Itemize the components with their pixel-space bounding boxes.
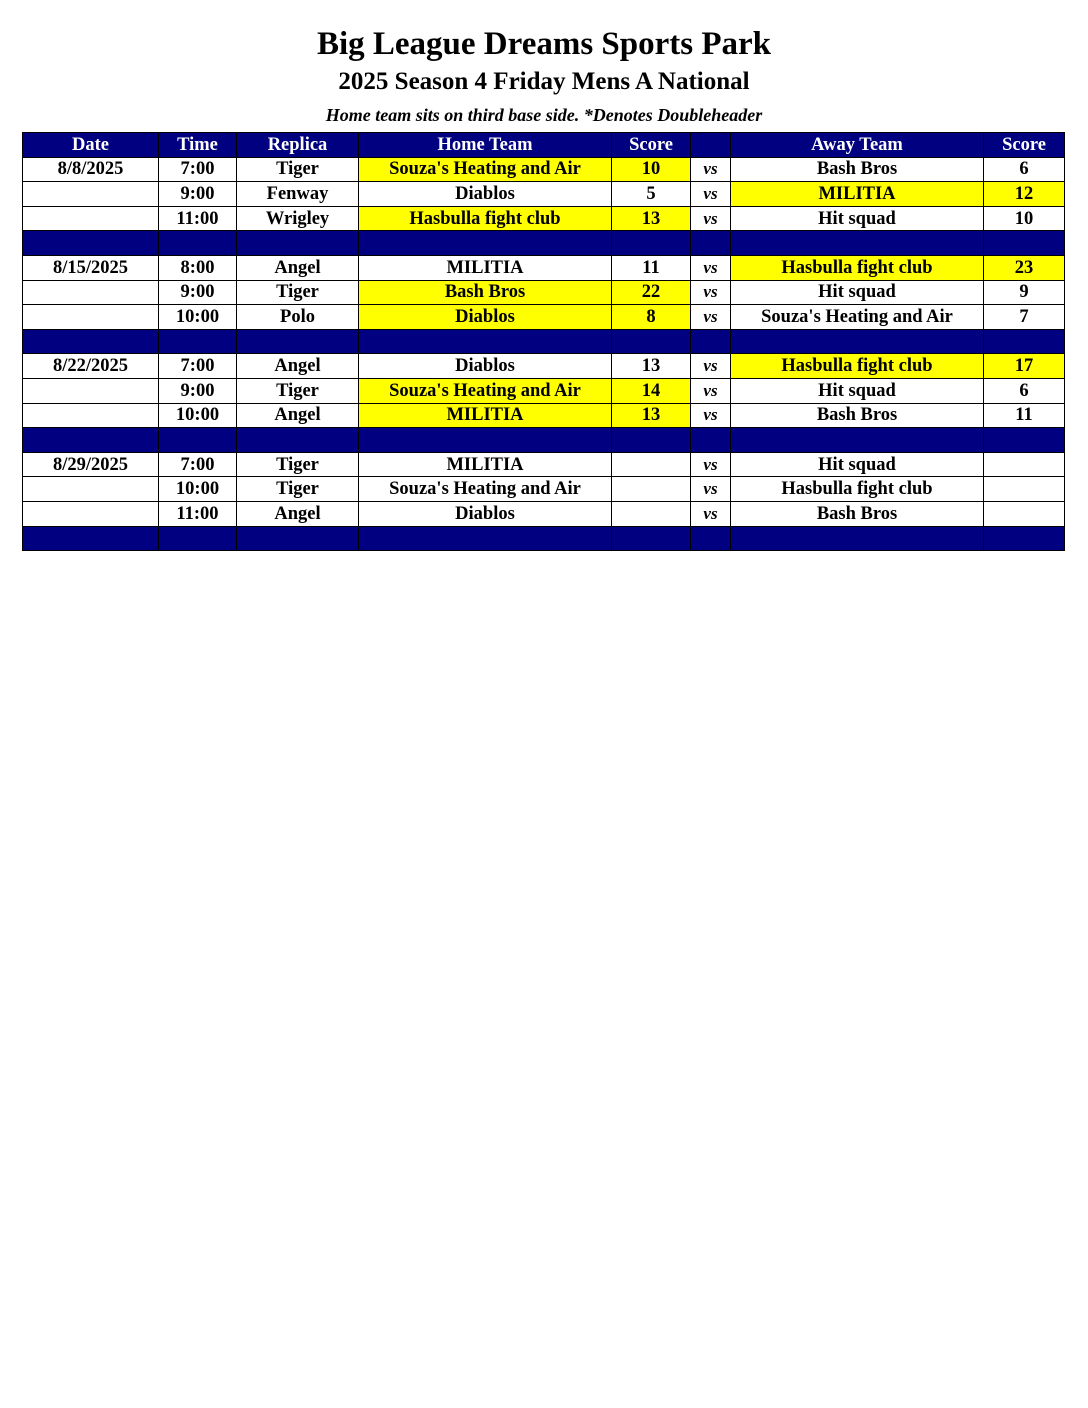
separator-cell bbox=[984, 231, 1065, 256]
away-team-cell: MILITIA bbox=[731, 182, 984, 207]
vs-cell: vs bbox=[691, 452, 731, 477]
separator-row bbox=[23, 329, 1065, 354]
away-score-cell bbox=[984, 477, 1065, 502]
time-cell: 10:00 bbox=[159, 477, 237, 502]
separator-cell bbox=[984, 428, 1065, 453]
date-cell: 8/15/2025 bbox=[23, 255, 159, 280]
home-score-cell: 14 bbox=[612, 378, 691, 403]
separator-cell bbox=[237, 428, 359, 453]
separator-cell bbox=[359, 428, 612, 453]
schedule-table bbox=[22, 132, 1065, 551]
home-score-cell: 22 bbox=[612, 280, 691, 305]
home-score-cell: 13 bbox=[612, 206, 691, 231]
separator-cell bbox=[612, 526, 691, 551]
vs-cell: vs bbox=[691, 157, 731, 182]
date-cell bbox=[23, 280, 159, 305]
separator-cell bbox=[23, 231, 159, 256]
table-header-row bbox=[23, 133, 1065, 158]
schedule-note: Home team sits on third base side. *Denotes Doubleheader bbox=[325, 105, 763, 125]
date-cell bbox=[23, 182, 159, 207]
home-team-cell: MILITIA bbox=[359, 452, 612, 477]
away-score-cell: 11 bbox=[984, 403, 1065, 428]
home-team-cell: Diablos bbox=[359, 305, 612, 330]
separator-cell bbox=[691, 231, 731, 256]
date-cell bbox=[23, 206, 159, 231]
replica-cell: Tiger bbox=[237, 477, 359, 502]
away-score-cell: 7 bbox=[984, 305, 1065, 330]
separator-cell bbox=[159, 231, 237, 256]
separator-cell bbox=[359, 329, 612, 354]
column-header-vs bbox=[691, 133, 731, 158]
separator-row bbox=[23, 428, 1065, 453]
game-row bbox=[23, 206, 1065, 231]
home-score-cell: 13 bbox=[612, 354, 691, 379]
replica-cell: Polo bbox=[237, 305, 359, 330]
separator-cell bbox=[359, 526, 612, 551]
separator-cell bbox=[23, 329, 159, 354]
game-row bbox=[23, 182, 1065, 207]
time-cell: 8:00 bbox=[159, 255, 237, 280]
replica-cell: Tiger bbox=[237, 378, 359, 403]
away-team-cell: Hit squad bbox=[731, 280, 984, 305]
column-header-time: Time bbox=[159, 133, 237, 158]
home-score-cell: 5 bbox=[612, 182, 691, 207]
replica-cell: Fenway bbox=[237, 182, 359, 207]
away-team-cell: Hasbulla fight club bbox=[731, 255, 984, 280]
game-row bbox=[23, 477, 1065, 502]
date-cell bbox=[23, 305, 159, 330]
column-header-home-score: Score bbox=[612, 133, 691, 158]
away-score-cell bbox=[984, 452, 1065, 477]
column-header-replica: Replica bbox=[237, 133, 359, 158]
column-header-home-team: Home Team bbox=[359, 133, 612, 158]
separator-cell bbox=[237, 329, 359, 354]
date-cell: 8/8/2025 bbox=[23, 157, 159, 182]
home-score-cell bbox=[612, 501, 691, 526]
away-score-cell: 6 bbox=[984, 157, 1065, 182]
separator-cell bbox=[237, 526, 359, 551]
game-row bbox=[23, 255, 1065, 280]
vs-cell: vs bbox=[691, 182, 731, 207]
time-cell: 11:00 bbox=[159, 206, 237, 231]
away-team-cell: Bash Bros bbox=[731, 501, 984, 526]
separator-cell bbox=[159, 526, 237, 551]
separator-cell bbox=[159, 428, 237, 453]
home-team-cell: Souza's Heating and Air bbox=[359, 378, 612, 403]
separator-cell bbox=[612, 329, 691, 354]
replica-cell: Angel bbox=[237, 501, 359, 526]
away-score-cell: 10 bbox=[984, 206, 1065, 231]
replica-cell: Angel bbox=[237, 255, 359, 280]
away-score-cell: 17 bbox=[984, 354, 1065, 379]
home-score-cell: 11 bbox=[612, 255, 691, 280]
separator-cell bbox=[731, 526, 984, 551]
home-score-cell: 10 bbox=[612, 157, 691, 182]
date-cell: 8/29/2025 bbox=[23, 452, 159, 477]
date-cell bbox=[23, 403, 159, 428]
away-team-cell: Bash Bros bbox=[731, 403, 984, 428]
game-row bbox=[23, 452, 1065, 477]
separator-cell bbox=[731, 231, 984, 256]
date-cell bbox=[23, 477, 159, 502]
date-cell bbox=[23, 378, 159, 403]
game-row bbox=[23, 378, 1065, 403]
away-team-cell: Hasbulla fight club bbox=[731, 477, 984, 502]
time-cell: 9:00 bbox=[159, 182, 237, 207]
game-row bbox=[23, 280, 1065, 305]
away-team-cell: Hit squad bbox=[731, 206, 984, 231]
separator-cell bbox=[691, 428, 731, 453]
away-team-cell: Bash Bros bbox=[731, 157, 984, 182]
home-team-cell: Hasbulla fight club bbox=[359, 206, 612, 231]
column-header-away-team: Away Team bbox=[731, 133, 984, 158]
time-cell: 11:00 bbox=[159, 501, 237, 526]
date-cell bbox=[23, 501, 159, 526]
home-score-cell: 13 bbox=[612, 403, 691, 428]
away-score-cell: 9 bbox=[984, 280, 1065, 305]
time-cell: 7:00 bbox=[159, 354, 237, 379]
vs-cell: vs bbox=[691, 354, 731, 379]
vs-cell: vs bbox=[691, 255, 731, 280]
game-row bbox=[23, 354, 1065, 379]
home-team-cell: Bash Bros bbox=[359, 280, 612, 305]
time-cell: 9:00 bbox=[159, 378, 237, 403]
home-score-cell bbox=[612, 477, 691, 502]
game-row bbox=[23, 403, 1065, 428]
separator-cell bbox=[359, 231, 612, 256]
home-score-cell: 8 bbox=[612, 305, 691, 330]
replica-cell: Tiger bbox=[237, 280, 359, 305]
separator-cell bbox=[691, 329, 731, 354]
page-subtitle: 2025 Season 4 Friday Mens A National bbox=[338, 68, 750, 95]
away-score-cell: 6 bbox=[984, 378, 1065, 403]
separator-cell bbox=[691, 526, 731, 551]
replica-cell: Wrigley bbox=[237, 206, 359, 231]
home-team-cell: Diablos bbox=[359, 182, 612, 207]
replica-cell: Tiger bbox=[237, 157, 359, 182]
separator-cell bbox=[612, 428, 691, 453]
separator-cell bbox=[731, 329, 984, 354]
away-team-cell: Hasbulla fight club bbox=[731, 354, 984, 379]
time-cell: 10:00 bbox=[159, 305, 237, 330]
vs-cell: vs bbox=[691, 501, 731, 526]
time-cell: 7:00 bbox=[159, 157, 237, 182]
time-cell: 9:00 bbox=[159, 280, 237, 305]
separator-cell bbox=[23, 526, 159, 551]
separator-cell bbox=[984, 526, 1065, 551]
separator-cell bbox=[731, 428, 984, 453]
away-score-cell: 12 bbox=[984, 182, 1065, 207]
away-score-cell: 23 bbox=[984, 255, 1065, 280]
schedule-body bbox=[23, 157, 1065, 551]
date-cell: 8/22/2025 bbox=[23, 354, 159, 379]
column-header-date: Date bbox=[23, 133, 159, 158]
vs-cell: vs bbox=[691, 305, 731, 330]
away-team-cell: Souza's Heating and Air bbox=[731, 305, 984, 330]
separator-row bbox=[23, 231, 1065, 256]
home-team-cell: Diablos bbox=[359, 354, 612, 379]
separator-cell bbox=[984, 329, 1065, 354]
replica-cell: Tiger bbox=[237, 452, 359, 477]
replica-cell: Angel bbox=[237, 403, 359, 428]
game-row bbox=[23, 501, 1065, 526]
replica-cell: Angel bbox=[237, 354, 359, 379]
vs-cell: vs bbox=[691, 378, 731, 403]
home-score-cell bbox=[612, 452, 691, 477]
separator-cell bbox=[237, 231, 359, 256]
home-team-cell: MILITIA bbox=[359, 255, 612, 280]
game-row bbox=[23, 305, 1065, 330]
home-team-cell: Souza's Heating and Air bbox=[359, 477, 612, 502]
vs-cell: vs bbox=[691, 403, 731, 428]
separator-cell bbox=[612, 231, 691, 256]
vs-cell: vs bbox=[691, 206, 731, 231]
home-team-cell: MILITIA bbox=[359, 403, 612, 428]
away-score-cell bbox=[984, 501, 1065, 526]
separator-cell bbox=[159, 329, 237, 354]
home-team-cell: Diablos bbox=[359, 501, 612, 526]
vs-cell: vs bbox=[691, 280, 731, 305]
separator-row bbox=[23, 526, 1065, 551]
separator-cell bbox=[23, 428, 159, 453]
time-cell: 10:00 bbox=[159, 403, 237, 428]
column-header-away-score: Score bbox=[984, 133, 1065, 158]
away-team-cell: Hit squad bbox=[731, 452, 984, 477]
time-cell: 7:00 bbox=[159, 452, 237, 477]
home-team-cell: Souza's Heating and Air bbox=[359, 157, 612, 182]
page-title: Big League Dreams Sports Park bbox=[316, 26, 772, 62]
game-row bbox=[23, 157, 1065, 182]
vs-cell: vs bbox=[691, 477, 731, 502]
away-team-cell: Hit squad bbox=[731, 378, 984, 403]
